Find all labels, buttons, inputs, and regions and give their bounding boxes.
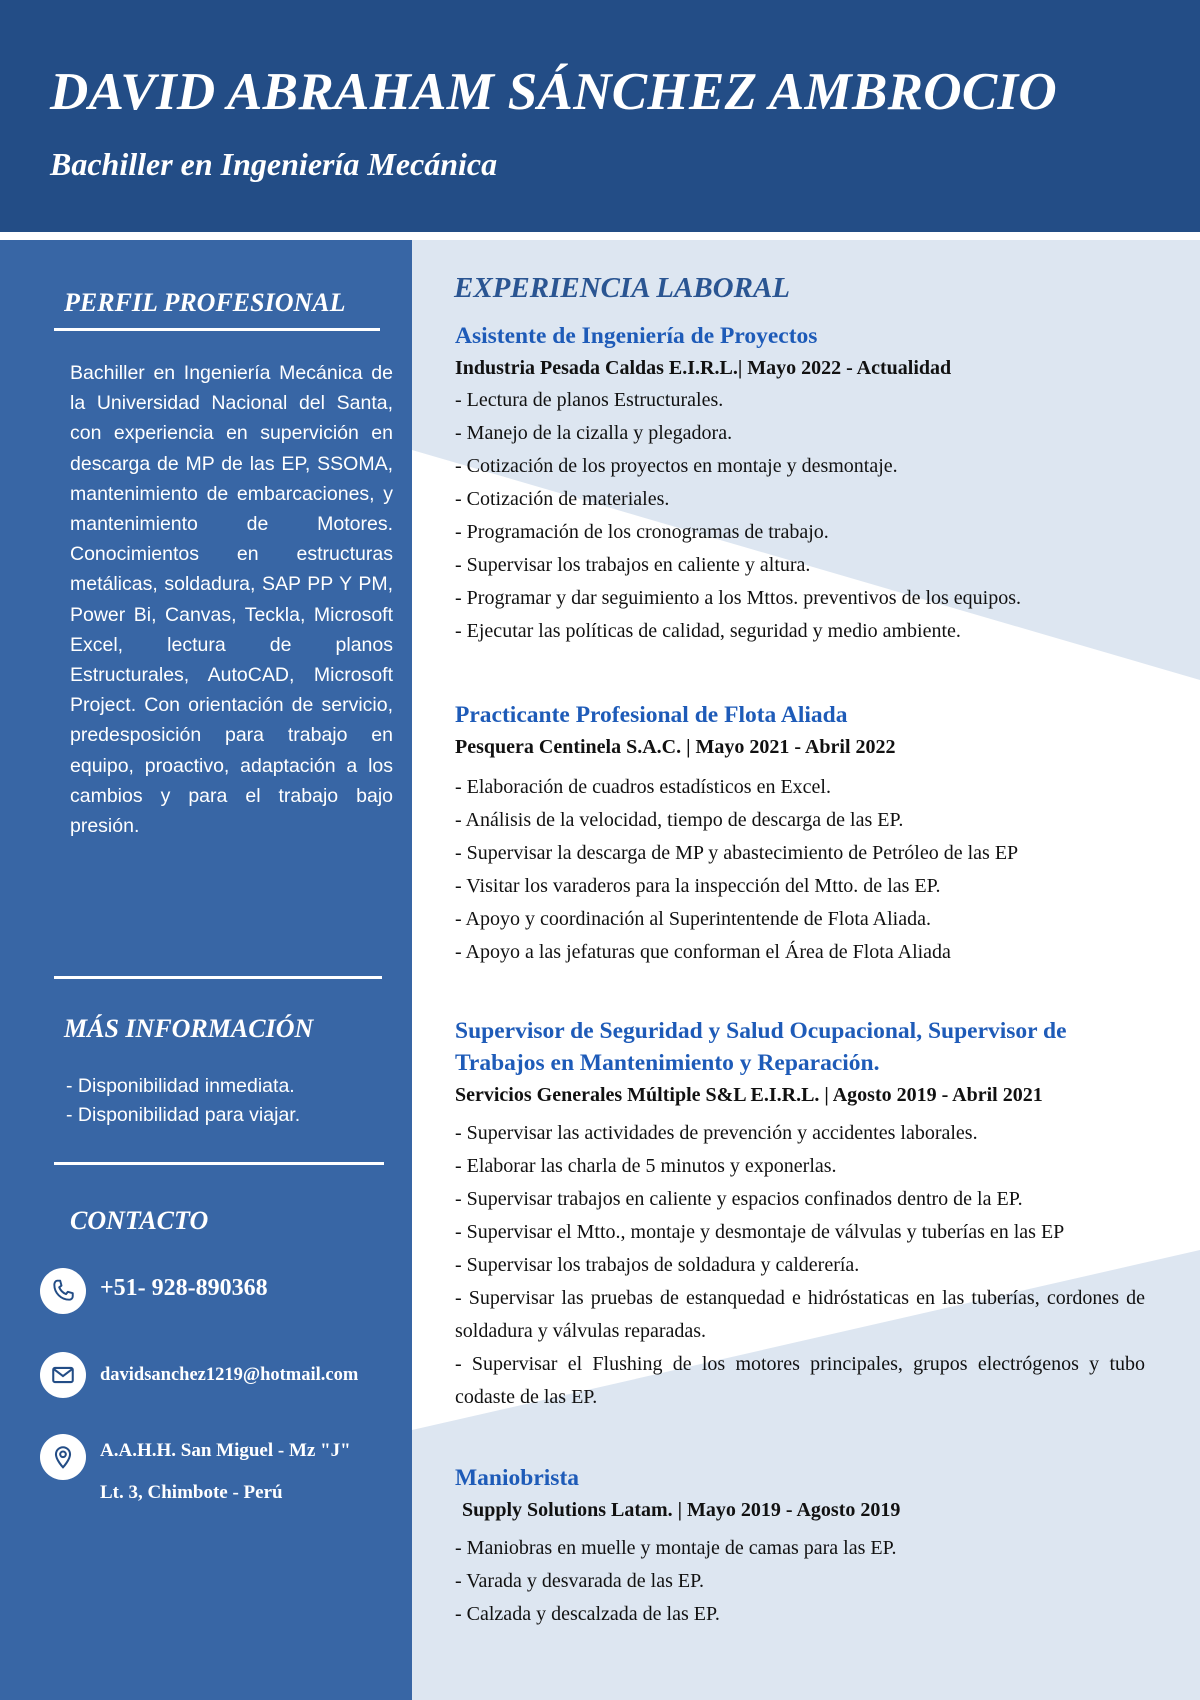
task-item: - Varada y desvarada de las EP. — [455, 1570, 704, 1592]
task-item: - Análisis de la velocidad, tiempo de descarga de las EP. — [455, 809, 904, 831]
info-divider-top — [54, 976, 382, 979]
task-item: - Ejecutar las políticas de calidad, seguridad y medio ambiente. — [455, 620, 961, 642]
location-pin-icon — [40, 1434, 86, 1480]
info-item: - Disponibilidad para viajar. — [66, 1104, 301, 1126]
info-section-title: MÁS INFORMACIÓN — [64, 1014, 314, 1043]
address-line-1: A.A.H.H. San Miguel - Mz "J" — [100, 1440, 351, 1461]
task-item: - Maniobras en muelle y montaje de camas para las EP. — [455, 1537, 897, 1559]
task-item: - Supervisar la descarga de MP y abastecimiento de Petróleo de las EP — [455, 842, 1019, 864]
job-company: Servicios Generales Múltiple S&L E.I.R.L. | Agosto 2019 - Abril 2021 — [455, 1084, 1043, 1106]
job-tasks — [455, 1532, 1145, 1631]
phone-icon — [40, 1268, 86, 1314]
job-company: Supply Solutions Latam. | Mayo 2019 - Agosto 2019 — [462, 1499, 901, 1521]
task-item: - Calzada y descalzada de las EP. — [455, 1603, 720, 1625]
candidate-title: Bachiller en Ingeniería Mecánica — [50, 146, 498, 182]
address-line-2: Lt. 3, Chimbote - Perú — [100, 1482, 283, 1503]
job-tasks — [455, 771, 1145, 969]
task-item: - Lectura de planos Estructurales. — [455, 389, 724, 411]
profile-section-title: PERFIL PROFESIONAL — [64, 288, 346, 317]
job-company: Pesquera Centinela S.A.C. | Mayo 2021 - Abril 2022 — [455, 736, 896, 758]
profile-summary: Bachiller en Ingeniería Mecánica de la Universidad Nacional del Santa, con experiencia en supervición en descarga de MP de las EP, SSOMA, mantenimiento de embarcaciones, y mantenimiento de Motores. Conocimientos en estructuras metálicas, soldadura, SAP PP Y PM, Power Bi, Canvas, Teckla, Microsoft Excel, lectura de planos Estructurales, AutoCAD, Microsoft Project. Con orientación de servicio, predesposición para trabajo en equipo, proactivo, adaptación a los cambios y para el trabajo bajo presión. — [70, 362, 393, 838]
info-list — [66, 1072, 300, 1130]
task-item: - Apoyo y coordinación al Superintentende de Flota Aliada. — [455, 908, 931, 930]
profile-divider — [54, 328, 380, 331]
task-item: - Cotización de materiales. — [455, 488, 670, 510]
task-item: - Supervisar las actividades de prevención y accidentes laborales. — [455, 1122, 978, 1144]
job-title: Supervisor de Seguridad y Salud Ocupacional, Supervisor de Trabajos en Mantenimiento y Reparación. — [455, 1018, 1067, 1076]
job-tasks — [455, 384, 1145, 648]
task-item: - Supervisar las pruebas de estanquedad e hidróstaticas en las tuberías, cordones de soldadura y válvulas reparadas. — [455, 1287, 1145, 1342]
experience-section-title: EXPERIENCIA LABORAL — [454, 272, 791, 304]
task-item: - Supervisar los trabajos en caliente y altura. — [455, 554, 811, 576]
phone-number[interactable]: +51- 928-890368 — [100, 1275, 268, 1301]
job-entry — [455, 1462, 1145, 1631]
candidate-name: DAVID ABRAHAM SÁNCHEZ AMBROCIO — [50, 63, 1057, 121]
info-divider-bottom — [54, 1162, 384, 1165]
task-item: - Supervisar el Flushing de los motores principales, grupos electrógenos y tubo codaste de las EP. — [455, 1353, 1145, 1408]
job-title: Practicante Profesional de Flota Aliada — [455, 702, 848, 728]
task-item: - Apoyo a las jefaturas que conforman el Área de Flota Aliada — [455, 941, 951, 963]
task-item: - Programación de los cronogramas de trabajo. — [455, 521, 829, 543]
job-title: Asistente de Ingeniería de Proyectos — [455, 323, 818, 349]
email-address[interactable]: davidsanchez1219@hotmail.com — [100, 1365, 359, 1385]
mail-icon — [40, 1352, 86, 1398]
task-item: - Visitar los varaderos para la inspección del Mtto. de las EP. — [455, 875, 941, 897]
task-item: - Supervisar los trabajos de soldadura y calderería. — [455, 1254, 860, 1276]
job-entry — [455, 1015, 1145, 1414]
header-divider — [0, 234, 1200, 238]
task-item: - Programar y dar seguimiento a los Mttos. preventivos de los equipos. — [455, 587, 1022, 609]
info-item: - Disponibilidad inmediata. — [66, 1075, 295, 1097]
job-entry — [455, 699, 1145, 969]
contact-section-title: CONTACTO — [70, 1206, 209, 1235]
task-item: - Cotización de los proyectos en montaje y desmontaje. — [455, 455, 898, 477]
task-item: - Elaboración de cuadros estadísticos en Excel. — [455, 776, 831, 798]
task-item: - Supervisar el Mtto., montaje y desmontaje de válvulas y tuberías en las EP — [455, 1221, 1065, 1243]
job-title: Maniobrista — [455, 1465, 580, 1491]
job-company: Industria Pesada Caldas E.I.R.L.| Mayo 2022 - Actualidad — [455, 357, 952, 379]
task-item: - Supervisar trabajos en caliente y espacios confinados dentro de la EP. — [455, 1188, 1023, 1210]
task-item: - Elaborar las charla de 5 minutos y exponerlas. — [455, 1155, 837, 1177]
job-tasks — [455, 1117, 1145, 1414]
task-item: - Manejo de la cizalla y plegadora. — [455, 422, 733, 444]
job-entry — [455, 320, 1145, 648]
